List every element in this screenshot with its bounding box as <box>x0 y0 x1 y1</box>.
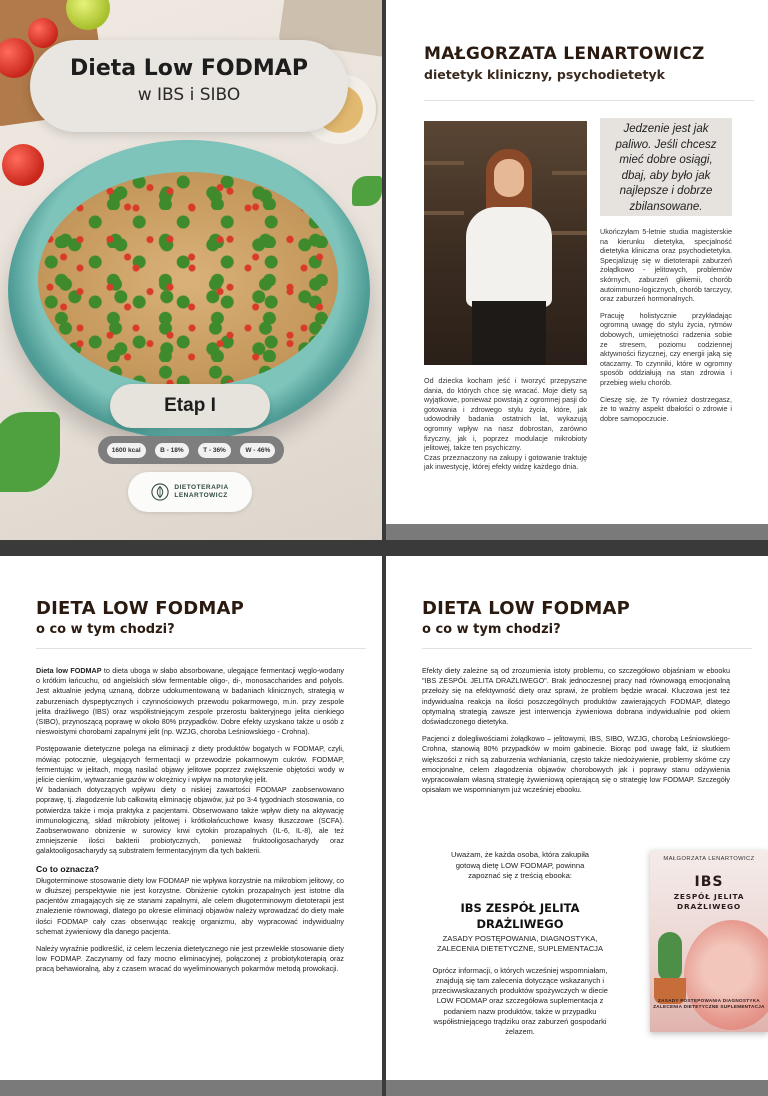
salad-image <box>38 172 338 387</box>
carb-badge: W - 46% <box>240 443 275 458</box>
article-subtitle: o co w tym chodzi? <box>36 622 175 637</box>
bio-paragraph: Ukończyłam 5-letnie studia magisterskie na kierunku dietetyka, specjalność dietetyka kliniczna oraz psychodietetyka. Specjalizuję się w dietoterapii zaburzeń żołądkowo - jelitowych, problemów skórnych, zaburzeń glikemii, chorób autoimmuno-logicznych, chorób tarczycy, oraz zaburzeń hormonalnych. <box>600 227 732 304</box>
ebook-promo <box>422 850 765 1050</box>
tomato-image <box>28 18 58 48</box>
about-bio-right <box>600 227 732 430</box>
article-title: DIETA LOW FODMAP <box>36 598 245 619</box>
ebook-title-line-2: DRAŻLIWEGO <box>476 916 564 931</box>
page-footer-bar <box>386 1080 768 1096</box>
bio-paragraph: Pracuję holistycznie przykładając ogromną uwagę do stylu życia, rytmów dobowych, umiejętności radzenia sobie ze stresem, poziomu codziennej aktywności fizycznej, czy energii jaką się otaczamy. To czynniki, które w ogromny sposób oddziałują na stan zdrowia i przebieg wielu chorób. <box>600 310 732 387</box>
article-paragraph: Postępowanie dietetyczne polega na eliminacji z diety produktów bogatych w FODMAP, czyli, mówiąc potocznie, ulegających fermentacji w przewodzie pokarmowym cukrów. FODMAP, fermentując w jelitach, mogą nasilać objawy jelitowe poprzez zwiększenie objętości wody w jelicie cienkim, wytwarzanie gazów w okrężnicy i wpływ na motorykę jelit. <box>36 744 344 785</box>
book-tagline: ZASADY POSTĘPOWANIA DIAGNOSTYKA ZALECENIA DIETETYCZNE SUPLEMENTACJA <box>653 998 765 1009</box>
ebook-promo-text <box>422 850 618 1038</box>
cover-title: Dieta Low FODMAP <box>70 56 308 81</box>
article-title: DIETA LOW FODMAP <box>422 598 631 619</box>
parsley-image <box>352 176 382 206</box>
book-title: IBS <box>694 874 724 890</box>
article-paragraph: W badaniach dotyczących wpływu diety o niskiej zawartości FODMAP zaobserwowano poprawę, tj. złagodzenie lub całkowitą eliminację objawów, już po 3-4 tygodniach stosowania, co potwierdza także i moja praktyka z pacjentami. Obserwowano także wpływ diety na aktywację immunologiczną, skład mikrobioty jelitowej i krótkołańcuchowe kwasy tłuszczowe (SCFA). Zaobserwowano obniżenie w surowicy krwi cytokin prozapalnych (IL-6, IL-8), ale też zmniejszenie ilości bakterii probiotycznych, ponieważ fruktooligosacharydy oraz galaktooligosacharydy są substratem fermentacyjnym dla tych bakterii. <box>36 785 344 856</box>
divider <box>422 648 752 649</box>
article-body <box>422 666 730 802</box>
macro-badges <box>98 436 284 464</box>
ebook-title-line-1: IBS ZESPÓŁ JELITA <box>460 900 580 915</box>
author-name: MAŁGORZATA LENARTOWICZ <box>424 44 705 64</box>
protein-badge: B - 18% <box>155 443 188 458</box>
brand-line-2: LENARTOWICZ <box>174 492 228 499</box>
article-page-2 <box>386 556 768 1096</box>
ebook-cover-image <box>650 850 768 1032</box>
bio-paragraph: Czas przeznaczony na zakupy i gotowanie traktuję jak inwestycję, której efekty widzę każdego dnia. <box>424 452 587 472</box>
about-bio-left <box>424 376 587 479</box>
promo-description: Oprócz informacji, o których wcześniej wspomniałam, znajdują się tam zalecenia dotyczące wskazanych i przeciwwskazanych produktów spożywczych w diecie LOW FODMAP oraz szczegółowa suplementacja z podaniem nazw produktów, także w przypadku współistniejącego trądziku oraz zaburzeń gospodarki żelazem. <box>432 965 608 1037</box>
kcal-badge: 1600 kcal <box>107 443 146 458</box>
leaf-logo-icon <box>151 483 169 501</box>
bio-paragraph: Cieszę się, że Ty również dostrzegasz, że to ważny aspekt dbałości o zdrowie i dobre samopoczucie. <box>600 394 732 423</box>
article-paragraph: Efekty diety zależne są od zrozumienia istoty problemu, co szczegółowo objaśniam w ebooku "IBS ZESPÓŁ JELITA DRAŻLIWEGO". Brak jednoczesnej pracy nad równowagą emocjonalną przełoży się na efektywność diety oraz sprawi, że problem będzie wracał. Kluczowa jest też indywidualna reakcja na ilości poszczególnych produktów zawierających FODMAP, dlatego optymalną strategią zawsze jest interwencja żywieniowa dobrana indywidualnie pod okiem doświadczonego dietetyka. <box>422 666 730 727</box>
cover-subtitle: w IBS i SIBO <box>137 85 241 105</box>
bold-lead: Dieta low FODMAP <box>36 666 102 675</box>
quote-box: Jedzenie jest jak paliwo. Jeśli chcesz mieć dobre osiągi, dbaj, aby było jak najlepsze i dobrze zbilansowane. <box>600 118 732 216</box>
fat-badge: T - 36% <box>198 443 231 458</box>
divider <box>36 648 366 649</box>
tomato-image <box>2 144 44 186</box>
author-role: dietetyk kliniczny, psychodietetyk <box>424 67 665 82</box>
author-photo <box>424 121 587 365</box>
cactus-icon <box>658 932 682 982</box>
article-paragraph: Pacjenci z dolegliwościami żołądkowo – jelitowymi, IBS, SIBO, WZJG, chorobą Leśniowskiego-Crohna, stanowią 80% przypadków w moim gabinecie. Biorąc pod uwagę fakt, iż skutkiem większości z nich są zaburzenia wchłaniania, często także niedożywienie, problemy skórne czy emocjonalne, celem złagodzenia objawów chorobowych jak i poprawy stanu odżywienia wypracowałam własną strategię żywieniową opierającą się o strategię low FODMAP. Szczegóły opisałam we wspomnianym już wcześniej ebooku. <box>422 734 730 795</box>
bio-paragraph: Od dziecka kocham jeść i tworzyć przepyszne dania, do których chce się wracać. Moje diety są wyjątkowe, ponieważ powstają z ogromnej pasji do gotowania i zdrowego stylu życia, które, jak udowodniły badania ostatnich lat, wykazują ogromny wpływ na nasz dobrostan, zarówno fizyczny, jak i, poprzez modulacje mikrobioty jelitowej, także ten psychiczny. <box>424 376 587 453</box>
page-footer-bar <box>386 524 768 540</box>
paragraph-text: to dieta uboga w słabo absorbowane, ulegające fermentacji węglo-wodany o krótkim łańcuchu, od angielskich słów fermentable oligo-, di-, monosaccharides and polyols. Jest aktualnie jedyną uznaną, dobrze udokumentowaną w badaniach klinicznych, strategią w zaburzeniach dyspeptycznych i czynnościowych przewodu pokarmowego, m.in. przy zespole jelita drażliwego (IBS) oraz współistniejącym zespole przerostu bakteryjnego jelita cienkiego (SIBO), przynoszącą poprawę w około 80% przypadków. Dobre efekty uzyskano także u osób z nieswoistymi chorobami zapalnymi jelit (np. WZJG, choroba Leśniowskiego - Crohna). <box>36 666 344 737</box>
ebook-tagline: ZASADY POSTĘPOWANIA, DIAGNOSTYKA, ZALECENIA DIETETYCZNE, SUPLEMENTACJA <box>436 933 604 953</box>
article-paragraph <box>36 666 344 737</box>
divider <box>424 100 754 101</box>
belly-illustration <box>684 920 768 1030</box>
stage-label: Etap I <box>110 384 270 428</box>
ebook-title <box>422 900 618 932</box>
brand-name <box>174 484 228 500</box>
cover-page <box>0 0 382 540</box>
cover-title-box <box>30 40 348 132</box>
article-subtitle: o co w tym chodzi? <box>422 622 561 637</box>
book-subtitle: ZESPÓŁ JELITA DRAŻLIWEGO <box>673 892 745 911</box>
article-paragraph: Długoterminowe stosowanie diety low FODMAP nie wpływa korzystnie na mikrobiom jelitowy, co w dłuższej perspektywie nie jest korzystne. Obniżenie cytokin prozapalnych jest istotne dla pacjentów zmagających się ze stanami zapalnymi, ale celem długoterminowym dietoterapii jest znalezienie równowagi, dlatego po okresie eliminacji objawów należy wprowadzać do diety małe ilości FODMAP cały czas obserwując reakcję organizmu, aby wypracować indywidualny schemat żywieniowy dla danego pacjenta. <box>36 875 344 936</box>
brand-logo-pill <box>128 472 252 512</box>
article-body <box>36 666 344 982</box>
about-page <box>386 0 768 540</box>
article-paragraph: Należy wyraźnie podkreślić, iż celem leczenia dietetycznego nie jest przewlekłe stosowanie diety low FODMAP. Zaczynamy od fazy mocno eliminacyjnej, połączonej z probiotykoterapią oraz pracą behawioralną, aby z czasem wracać do wyeliminowanych pokarmów metodą prowokacji. <box>36 944 344 974</box>
page-footer-bar <box>0 1080 382 1096</box>
promo-intro: Uważam, że każda osoba, która zakupiła gotową dietę LOW FODMAP, powinna zapoznać się z treścią ebooka: <box>450 850 590 880</box>
brand-line-1: DIETOTERAPIA <box>174 484 229 491</box>
book-author: MAŁGORZATA LENARTOWICZ <box>663 856 755 862</box>
article-page-1 <box>0 556 382 1096</box>
section-heading: Co to oznacza? <box>36 863 100 874</box>
parsley-image <box>0 412 60 492</box>
